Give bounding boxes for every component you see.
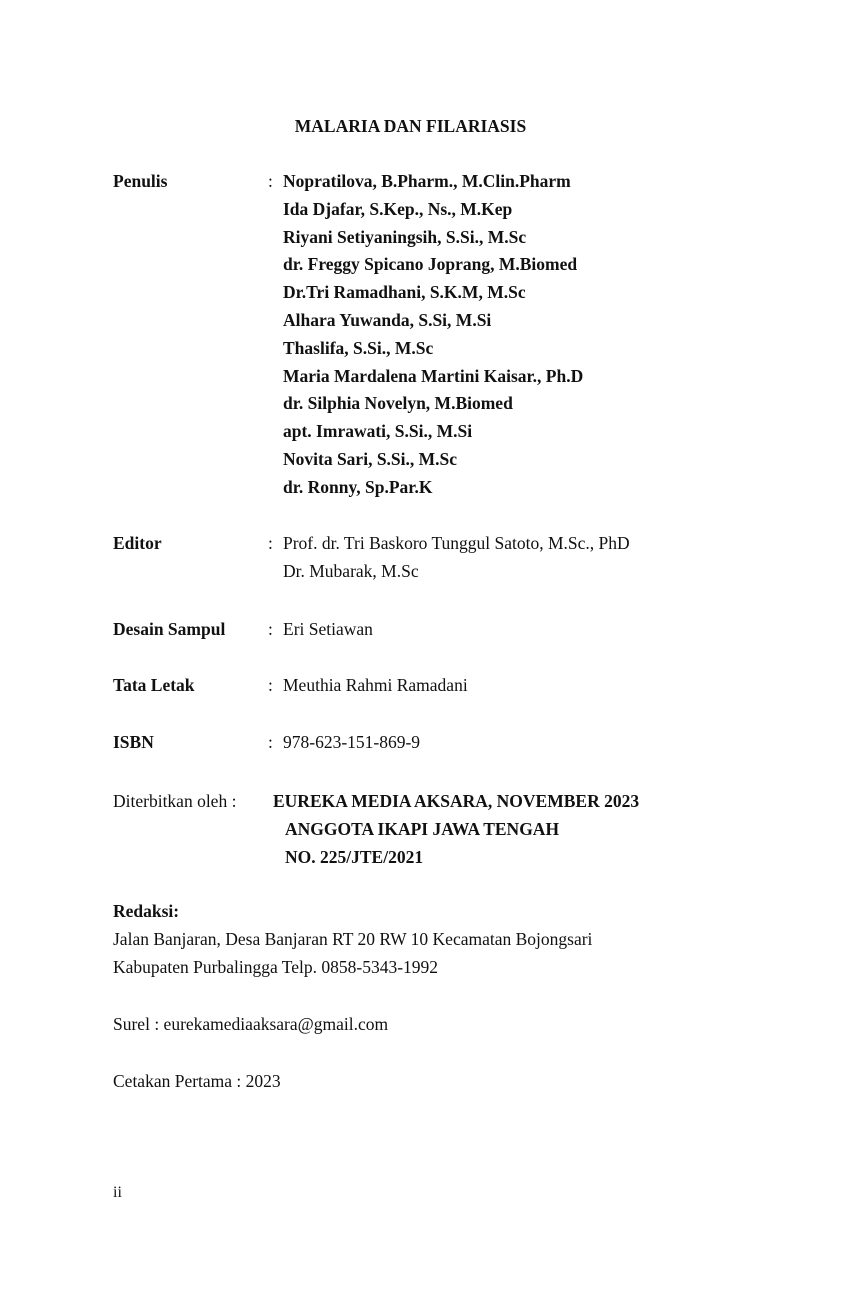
- page-number: ii: [113, 1184, 122, 1201]
- cover-design-colon: :: [268, 619, 273, 639]
- author-name: Alhara Yuwanda, S.Si, M.Si: [283, 309, 492, 330]
- authors-list: [283, 168, 583, 502]
- publisher-label: Diterbitkan oleh :: [113, 791, 237, 811]
- address-line: Jalan Banjaran, Desa Banjaran RT 20 RW 10 Kecamatan Bojongsari: [113, 929, 593, 949]
- editor-name: Dr. Mubarak, M.Sc: [283, 560, 419, 581]
- layout-value: Meuthia Rahmi Ramadani: [283, 675, 468, 695]
- redaksi-label: Redaksi:: [113, 901, 180, 921]
- authors-colon: :: [268, 171, 273, 191]
- isbn-colon: :: [268, 732, 273, 752]
- cover-design-label: Desain Sampul: [113, 619, 226, 639]
- page-title: MALARIA DAN FILARIASIS: [294, 116, 527, 136]
- editor-name: Prof. dr. Tri Baskoro Tunggul Satoto, M.Sc., PhD: [283, 533, 630, 553]
- author-name: dr. Silphia Novelyn, M.Biomed: [283, 393, 513, 414]
- author-name: Ida Djafar, S.Kep., Ns., M.Kep: [283, 198, 513, 219]
- print-edition-line: Cetakan Pertama : 2023: [113, 1071, 281, 1091]
- isbn-value: 978-623-151-869-9: [283, 732, 421, 752]
- publisher-line: EUREKA MEDIA AKSARA, NOVEMBER 2023: [273, 791, 640, 811]
- authors-label: Penulis: [113, 171, 168, 191]
- author-name: dr. Ronny, Sp.Par.K: [283, 476, 433, 497]
- author-name: Dr.Tri Ramadhani, S.K.M, M.Sc: [283, 282, 526, 303]
- editor-list: [283, 530, 630, 586]
- publisher-line: NO. 225/JTE/2021: [285, 847, 424, 867]
- author-name: Novita Sari, S.Si., M.Sc: [283, 448, 458, 469]
- author-name: Thaslifa, S.Si., M.Sc: [283, 337, 434, 358]
- author-name: apt. Imrawati, S.Si., M.Si: [283, 421, 473, 442]
- publisher-line: ANGGOTA IKAPI JAWA TENGAH: [285, 819, 560, 839]
- editor-colon: :: [268, 533, 273, 553]
- author-name: dr. Freggy Spicano Joprang, M.Biomed: [283, 254, 578, 275]
- email-line: Surel : eurekamediaaksara@gmail.com: [113, 1014, 389, 1034]
- author-name: Riyani Setiyaningsih, S.Si., M.Sc: [283, 226, 527, 247]
- isbn-label: ISBN: [113, 732, 154, 752]
- address-line: Kabupaten Purbalingga Telp. 0858-5343-1992: [113, 957, 439, 977]
- author-name: Maria Mardalena Martini Kaisar., Ph.D: [283, 365, 584, 386]
- layout-colon: :: [268, 675, 273, 695]
- layout-label: Tata Letak: [113, 675, 195, 695]
- cover-design-value: Eri Setiawan: [283, 619, 373, 639]
- author-name: Nopratilova, B.Pharm., M.Clin.Pharm: [283, 171, 571, 191]
- editor-label: Editor: [113, 533, 162, 553]
